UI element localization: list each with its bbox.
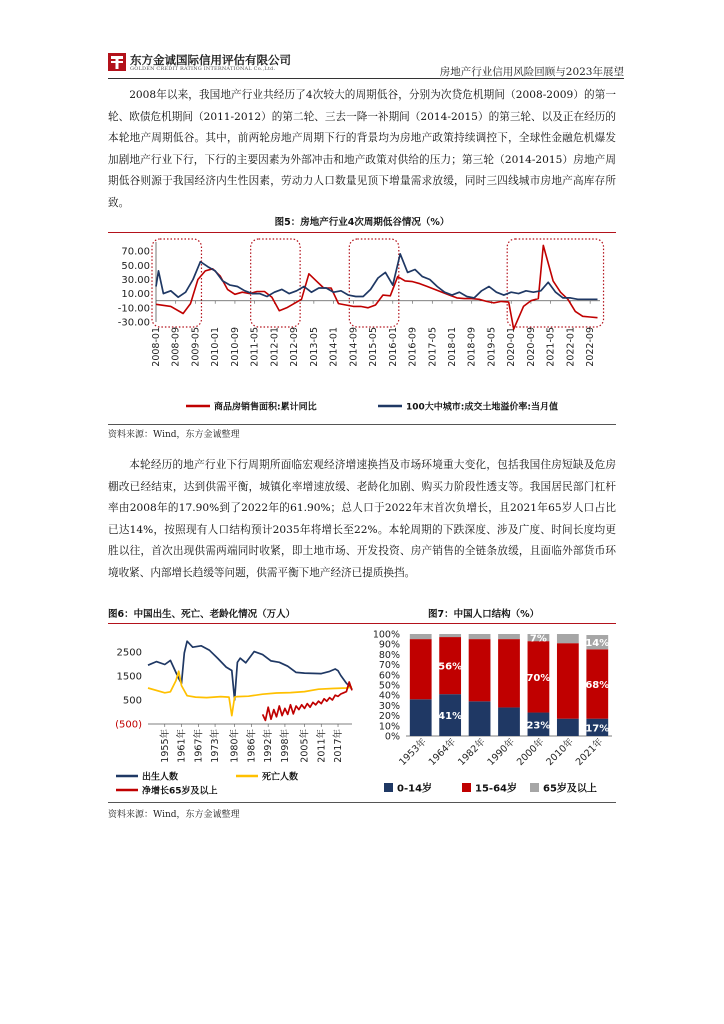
legend-swatch: [384, 783, 393, 792]
company-name-en: GOLDEN CREDIT RATING INTERNATIONAL Co.,Ltd.: [130, 66, 276, 72]
legend-label: 15-64岁: [475, 783, 517, 795]
y-tick-label: 50.00: [121, 260, 150, 272]
company-logo: [108, 53, 126, 71]
x-tick-label: 2013-05: [308, 327, 320, 367]
stacked-bar-segment: [557, 643, 579, 718]
stacked-bar-segment: [498, 634, 520, 639]
figure7-title: 图7：中国人口结构（%）: [428, 609, 540, 620]
x-tick-label: 2012-09: [289, 327, 301, 367]
paragraph-2: 本轮经历的地产行业下行周期所面临宏观经济增速换挡及市场环境重大变化，包括我国住房短缺及危房棚改已经结束，达到供需平衡，城镇化率增速放缓、老龄化加剧、购买力阶段性透支等。我国居民部门杠杆率由2008年的17.90%到了2022年的61.90%；总人口于2022年末首次负增长，且2021年65岁人口占比已达14%，按照现有人口结构预计2035年将增长至22%。本轮周期的下跌深度、涉及广度、时间长度均更胜以往，首次出现供需两端同时收紧，即土地市场、开发投资、房产销售的全链条放缓，且面临外部货币环境收紧、内部增长趋缓等问题，供需平衡下地产经济已提质换挡。: [108, 459, 616, 579]
x-tick-label: 2005年: [299, 729, 311, 763]
legend-swatch: [462, 783, 471, 792]
x-tick-label: 2017年: [333, 729, 345, 763]
x-tick-label: 2015-05: [368, 327, 380, 367]
header-rule: [108, 78, 624, 79]
figures67-top-rule: [108, 623, 616, 624]
bar-data-label: 14%: [585, 638, 610, 650]
highlight-period-box: [251, 239, 300, 327]
x-tick-label: 1992年: [263, 729, 275, 763]
legend-label: 净增长65岁及以上: [142, 786, 218, 797]
stacked-bar-segment: [557, 719, 579, 736]
x-tick-label: 1964年: [426, 736, 459, 768]
figure5-chart: [108, 236, 616, 422]
x-tick-label: 2016-09: [407, 327, 419, 367]
x-tick-label: 2016-01: [387, 327, 399, 367]
legend-label: 0-14岁: [397, 783, 433, 795]
x-tick-label: 1982年: [456, 736, 488, 768]
highlight-period-box: [152, 239, 201, 327]
bar-data-label: 41%: [438, 711, 463, 723]
figures67-bottom-rule: [108, 802, 616, 803]
x-tick-label: 1986年: [246, 729, 258, 763]
figure5-source: 资料来源：Wind，东方金诚整理: [108, 430, 240, 440]
x-tick-label: 2014-01: [328, 327, 340, 367]
figure6-chart: [108, 626, 360, 798]
stacked-bar-segment: [498, 639, 520, 707]
paragraph-1: 2008年以来，我国地产行业共经历了4次较大的周期低谷，分别为次贷危机期间（2008-2009）的第一轮、欧债危机期间（2011-2012）的第二轮、三去一降一补期间（2014-2015）的第三轮、以及正在经历的本轮地产周期低谷。其中，前两轮房地产周期下行的背景均为房地产政策持续调控下，全球性金融危机爆发加剧地产行业下行，下行的主要因素为外部冲击和地产政策对供给的压力；第三轮（2014-2015）房地产周期低谷则源于我国经济内生性因素，劳动力人口数量见顶下增量需求放缓，同时三四线城市房地产高库存所致。: [108, 89, 616, 209]
x-tick-label: 2014-09: [348, 327, 360, 367]
figure5-top-rule: [108, 232, 616, 233]
y-tick-label: (500): [115, 719, 142, 731]
stacked-bar-segment: [410, 634, 432, 639]
x-tick-label: 2019-05: [486, 327, 498, 367]
x-tick-label: 2020-01: [506, 327, 518, 367]
legend-label: 死亡人数: [262, 772, 299, 783]
x-tick-label: 2022-01: [565, 327, 577, 367]
bar-data-label: 17%: [585, 723, 610, 735]
legend-label: 100大中城市:成交土地溢价率:当月值: [406, 402, 558, 413]
stacked-bar-segment: [557, 634, 579, 643]
y-tick-label: 80%: [378, 649, 400, 661]
x-tick-label: 2011年: [316, 729, 328, 763]
company-name-cn: 东方金诚国际信用评估有限公司: [130, 53, 291, 67]
stacked-bar-segment: [469, 639, 491, 701]
x-tick-label: 1961年: [176, 729, 188, 763]
y-tick-label: 90%: [378, 639, 400, 651]
x-tick-label: 2010年: [544, 736, 576, 768]
bar-data-label: 68%: [585, 679, 610, 691]
x-tick-label: 2008-09: [170, 327, 182, 367]
figure7-chart: [366, 626, 618, 798]
x-tick-label: 2017-05: [427, 327, 439, 367]
report-title: 房地产行业信用风险回顾与2023年展望: [439, 66, 624, 78]
x-tick-label: 2009-05: [190, 327, 202, 367]
y-tick-label: 70%: [378, 660, 400, 672]
legend-label: 出生人数: [142, 772, 179, 783]
bar-data-label: 7%: [529, 633, 547, 645]
legend-swatch: [530, 783, 539, 792]
y-tick-label: 30.00: [121, 274, 150, 286]
bar-data-label: 70%: [526, 672, 551, 684]
figure5-bottom-rule: [108, 424, 616, 425]
stacked-bar-segment: [410, 639, 432, 699]
y-tick-label: 10.00: [121, 289, 150, 301]
bar-data-label: 56%: [438, 661, 463, 673]
stacked-bar-segment: [410, 699, 432, 736]
figure5-title: 图5：房地产行业4次周期低谷情况（%）: [274, 217, 450, 228]
x-tick-label: 2011-05: [249, 327, 261, 367]
y-tick-label: -10.00: [117, 303, 150, 315]
series-line: [156, 245, 598, 329]
bar-data-label: 23%: [526, 720, 551, 732]
figure6-title: 图6：中国出生、死亡、老龄化情况（万人）: [108, 609, 296, 620]
y-tick-label: 40%: [378, 690, 400, 702]
x-tick-label: 1980年: [229, 729, 241, 763]
stacked-bar-segment: [439, 634, 461, 637]
legend-label: 商品房销售面积:累计同比: [214, 402, 317, 413]
y-tick-label: 70.00: [121, 246, 150, 258]
x-tick-label: 2020-09: [525, 327, 537, 367]
x-tick-label: 2022-09: [585, 327, 597, 367]
stacked-bar-segment: [498, 707, 520, 736]
x-tick-label: 2018-09: [466, 327, 478, 367]
x-tick-label: 1973年: [210, 729, 222, 763]
y-tick-label: 30%: [378, 700, 400, 712]
x-tick-label: 2008-01: [151, 327, 162, 367]
x-tick-label: 1990年: [485, 736, 518, 768]
y-tick-label: 0%: [384, 731, 400, 743]
y-tick-label: 500: [122, 695, 142, 707]
x-tick-label: 2021年: [573, 736, 606, 768]
series-line: [156, 254, 598, 299]
stacked-bar-segment: [469, 701, 491, 736]
x-tick-label: 2012-01: [269, 327, 281, 367]
legend-label: 65岁及以上: [543, 783, 597, 795]
y-tick-label: 1500: [116, 671, 142, 683]
figures67-source: 资料来源：Wind，东方金诚整理: [108, 810, 240, 820]
x-tick-label: 2021-05: [545, 327, 557, 367]
y-tick-label: 60%: [378, 670, 400, 682]
x-tick-label: 2010-01: [210, 327, 222, 367]
y-tick-label: 50%: [378, 680, 400, 692]
y-tick-label: 20%: [378, 711, 400, 723]
y-tick-label: 100%: [372, 629, 400, 641]
x-tick-label: 2000年: [514, 736, 547, 768]
x-tick-label: 2010-09: [229, 327, 241, 367]
y-tick-label: 10%: [378, 721, 400, 733]
x-tick-label: 2018-01: [447, 327, 458, 367]
stacked-bar-segment: [469, 634, 491, 639]
x-tick-label: 1955年: [159, 729, 171, 763]
y-tick-label: 2500: [116, 647, 142, 659]
x-tick-label: 1967年: [193, 729, 205, 763]
y-tick-label: -30.00: [117, 317, 150, 329]
x-tick-label: 1998年: [279, 729, 291, 763]
x-tick-label: 1953年: [397, 736, 429, 768]
